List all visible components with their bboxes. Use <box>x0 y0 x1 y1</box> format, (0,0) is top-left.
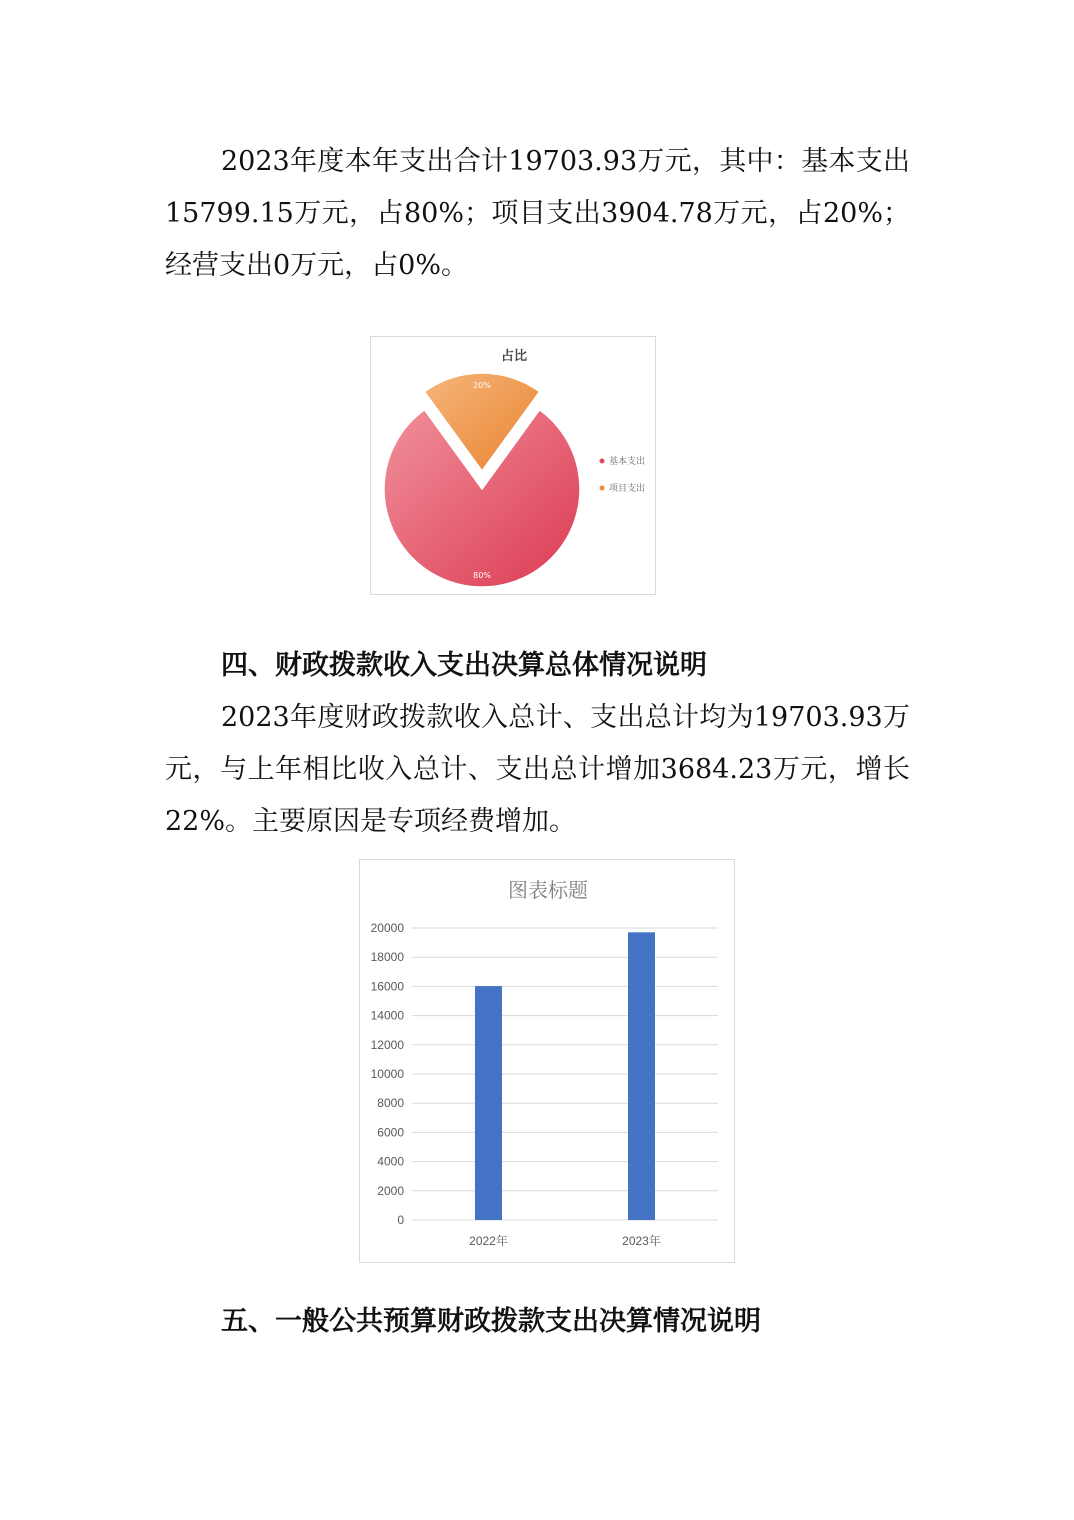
legend-label: 基本支出 <box>609 457 646 467</box>
y-tick-label: 14000 <box>370 1008 404 1023</box>
expenditure-summary-paragraph: 2023年度本年支出合计19703.93万元，其中：基本支出15799.15万元，占80%；项目支出3904.78万元，占20%；经营支出0万元，占0%。 <box>165 146 910 281</box>
y-tick-label: 18000 <box>370 950 404 965</box>
bar-2022年 <box>475 986 502 1220</box>
y-tick-label: 8000 <box>377 1096 404 1111</box>
pie-slices <box>384 373 580 587</box>
y-tick-label: 10000 <box>370 1067 404 1081</box>
expenditure-share-pie-chart <box>370 336 656 595</box>
x-category-label: 2023年 <box>622 1234 661 1248</box>
section-four-heading: 四、财政拨款收入支出决算总体情况说明 <box>221 650 707 681</box>
bar-series <box>475 932 655 1220</box>
y-tick-label: 6000 <box>377 1125 404 1140</box>
pie-legend <box>600 455 646 494</box>
bar-2023年 <box>628 932 655 1220</box>
section-five-heading: 五、一般公共预算财政拨款支出决算情况说明 <box>221 1306 761 1337</box>
bar-chart-title: 图表标题 <box>508 878 588 902</box>
legend-label: 项目支出 <box>609 484 646 494</box>
bar-axis-labels <box>371 921 661 1248</box>
y-tick-label: 20000 <box>370 921 404 935</box>
bar-gridlines <box>412 928 718 1220</box>
y-tick-label: 16000 <box>370 979 404 994</box>
yearly-total-bar-chart <box>359 859 735 1263</box>
y-tick-label: 4000 <box>377 1154 404 1169</box>
y-tick-label: 0 <box>397 1213 404 1227</box>
legend-swatch <box>600 486 605 491</box>
pie-data-label: 20% <box>473 380 491 390</box>
y-tick-label: 2000 <box>377 1183 404 1198</box>
x-category-label: 2022年 <box>469 1234 508 1248</box>
pie-title: 占比 <box>500 349 528 364</box>
y-tick-label: 12000 <box>370 1037 404 1052</box>
legend-swatch <box>600 459 605 464</box>
pie-data-label: 80% <box>473 571 491 581</box>
appropriation-summary-paragraph: 2023年度财政拨款收入总计、支出总计均为19703.93万元，与上年相比收入总计、支出总计增加3684.23万元，增长22%。主要原因是专项经费增加。 <box>165 702 910 837</box>
